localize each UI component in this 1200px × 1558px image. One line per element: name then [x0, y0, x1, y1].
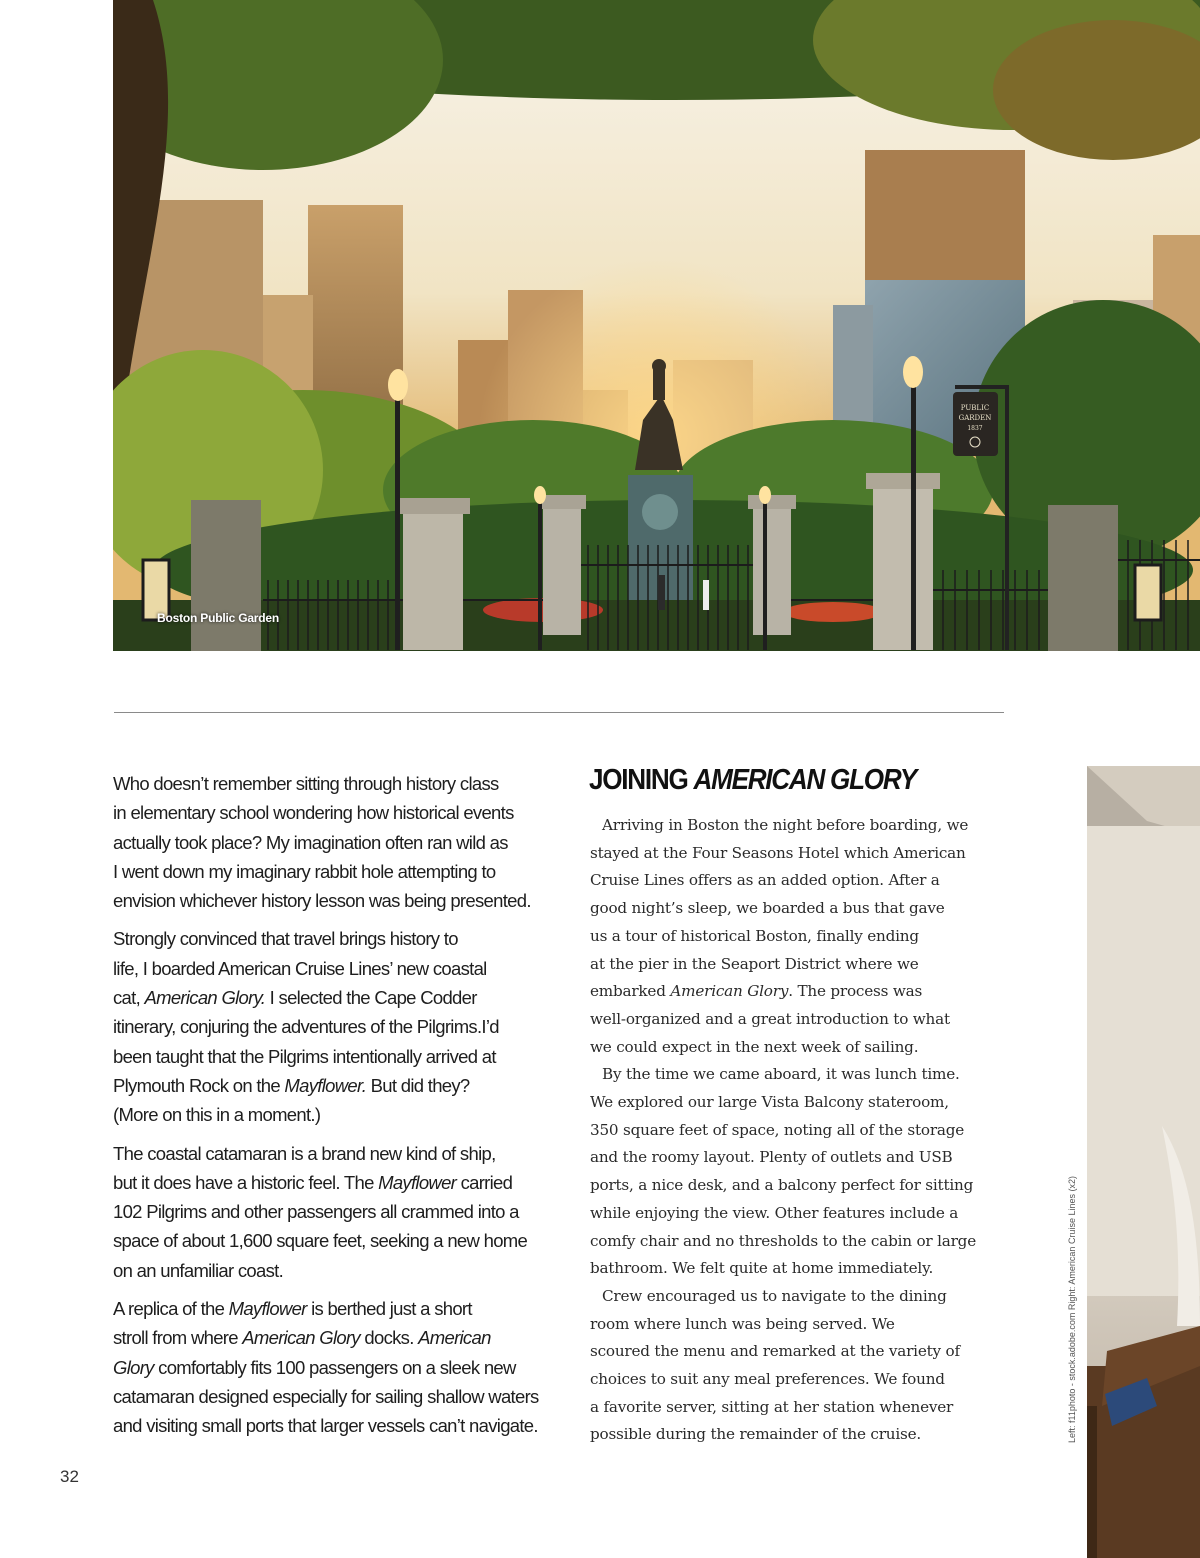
text-segment: but it does have a historic feel. The: [113, 1171, 379, 1193]
text-segment: comfortably fits 100 passengers on a sleek new: [153, 1356, 516, 1378]
text-segment: is berthed just a short: [306, 1298, 472, 1320]
text-segment: I selected the Cape Codder: [265, 987, 477, 1009]
horizontal-rule: [114, 712, 1004, 713]
text-line: I went down my imaginary rabbit hole attempting to: [113, 860, 496, 882]
text-line: envision whichever history lesson was being presented.: [113, 890, 531, 912]
text-segment: . The process was: [788, 982, 923, 1001]
text-line: in elementary school wondering how historical events: [113, 802, 514, 824]
section-heading: [589, 764, 916, 797]
body-right-column: [590, 812, 1010, 1449]
text-line: possible during the remainder of the cruise.: [590, 1425, 922, 1444]
paragraph: [113, 769, 543, 915]
italic-title: Mayflower: [378, 1171, 457, 1193]
boston-public-garden-illustration: [113, 0, 1200, 651]
text-line: [113, 1294, 543, 1323]
text-line: been taught that the Pilgrims intentionally arrived at: [113, 1045, 496, 1067]
italic-title: American Glory.: [144, 987, 266, 1009]
photo-credit: [1067, 1176, 1087, 1463]
text-segment: docks.: [359, 1327, 419, 1349]
paragraph: [113, 1139, 543, 1285]
photo-caption: Boston Public Garden: [157, 611, 280, 625]
text-line: The coastal catamaran is a brand new kind of ship,: [113, 1142, 496, 1164]
text-line: 102 Pilgrims and other passengers all crammed into a: [113, 1201, 519, 1223]
text-line: on an unfamiliar coast.: [113, 1259, 284, 1281]
text-line: well-organized and a great introduction to what: [590, 1009, 950, 1028]
text-line: choices to suit any meal preferences. We found: [590, 1370, 945, 1389]
text-line: scoured the menu and remarked at the variety of: [590, 1342, 960, 1361]
text-line: space of about 1,600 square feet, seeking a new home: [113, 1230, 528, 1252]
page-number: 32: [60, 1467, 79, 1486]
paragraph: [113, 1294, 543, 1440]
stateroom-photo: [1087, 766, 1200, 1558]
text-line: bathroom. We felt quite at home immediately.: [590, 1259, 934, 1278]
heading-prefix: JOINING: [589, 764, 694, 796]
text-line: Crew encouraged us to navigate to the dining: [602, 1286, 947, 1305]
text-line: actually took place? My imagination often ran wild as: [113, 831, 508, 853]
text-line: (More on this in a moment.): [113, 1104, 321, 1126]
heading-ship-name: AMERICAN GLORY: [693, 764, 917, 796]
sign-text-line1: PUBLIC: [960, 404, 990, 412]
text-line: [113, 1071, 543, 1100]
italic-title: Mayflower.: [284, 1074, 367, 1096]
text-line: life, I boarded American Cruise Lines’ new coastal: [113, 957, 487, 979]
text-line: itinerary, conjuring the adventures of the Pilgrims.I’d: [113, 1016, 499, 1038]
photo-credit-text: Left: f11photo - stock.adobe.com Right: American Cruise Lines (x2): [1067, 1176, 1077, 1443]
text-line: Arriving in Boston the night before boarding, we: [602, 816, 969, 834]
text-line: we could expect in the next week of sailing.: [590, 1037, 919, 1056]
text-segment: But did they?: [366, 1074, 470, 1096]
text-line: 350 square feet of space, noting all of the storage: [590, 1120, 965, 1139]
text-segment: A replica of the: [113, 1298, 229, 1320]
text-line: room where lunch was being served. We: [590, 1314, 895, 1333]
text-line: [113, 983, 543, 1012]
body-left-column: [113, 769, 543, 1450]
paragraph: [113, 924, 543, 1129]
text-line: while enjoying the view. Other features include a: [590, 1203, 959, 1222]
paragraph: [590, 812, 1010, 1449]
text-line: By the time we came aboard, it was lunch time.: [602, 1065, 960, 1084]
text-segment: embarked: [590, 982, 671, 1001]
text-segment: carried: [456, 1171, 513, 1193]
text-line: a favorite server, sitting at her station whenever: [590, 1397, 954, 1416]
text-line: [113, 1353, 543, 1382]
text-line: and the roomy layout. Plenty of outlets and USB: [590, 1148, 953, 1167]
text-line: at the pier in the Seaport District where we: [590, 954, 919, 973]
sign-text-line2: GARDEN: [958, 414, 992, 422]
text-line: We explored our large Vista Balcony stateroom,: [590, 1093, 949, 1112]
text-line: Cruise Lines offers as an added option. After a: [590, 871, 940, 890]
text-line: [590, 978, 1010, 1006]
text-line: catamaran designed especially for sailing shallow waters: [113, 1385, 539, 1407]
text-line: ports, a nice desk, and a balcony perfect for sitting: [590, 1176, 974, 1195]
sign-text-line3: 1837: [967, 425, 983, 432]
text-line: stayed at the Four Seasons Hotel which American: [590, 843, 966, 862]
italic-title: Glory: [113, 1356, 154, 1378]
stateroom-illustration: [1087, 766, 1200, 1558]
text-line: Strongly convinced that travel brings history to: [113, 928, 458, 950]
text-line: good night’s sleep, we boarded a bus that gave: [590, 899, 945, 918]
text-segment: stroll from where: [113, 1327, 243, 1349]
hero-photo: [113, 0, 1200, 651]
text-segment: cat,: [113, 987, 145, 1009]
text-line: [113, 1168, 543, 1197]
italic-title: American Glory: [242, 1327, 360, 1349]
italic-title: Mayflower: [228, 1298, 307, 1320]
text-line: [113, 1323, 543, 1352]
text-line: and visiting small ports that larger vessels can’t navigate.: [113, 1415, 538, 1437]
text-line: comfy chair and no thresholds to the cabin or large: [590, 1231, 976, 1250]
italic-title: American: [418, 1327, 491, 1349]
text-line: Who doesn’t remember sitting through history class: [113, 773, 499, 794]
text-line: us a tour of historical Boston, finally ending: [590, 926, 919, 945]
text-segment: Plymouth Rock on the: [113, 1074, 285, 1096]
italic-title: American Glory: [670, 982, 789, 1001]
